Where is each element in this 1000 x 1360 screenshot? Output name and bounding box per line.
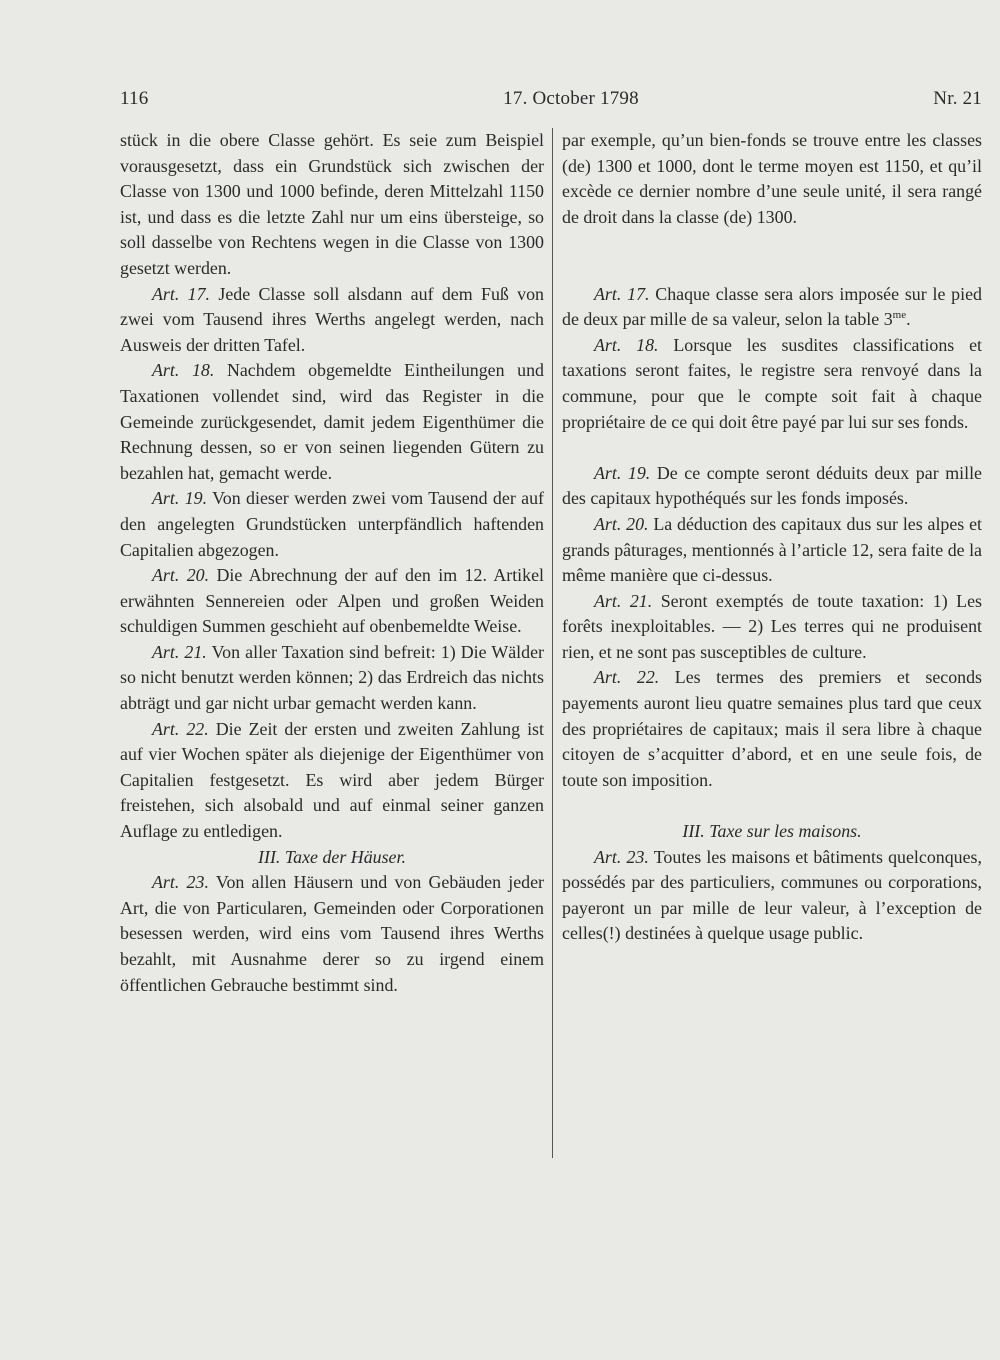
section-heading: III. Taxe der Häuser.: [258, 846, 406, 867]
article-label: Art. 19.: [152, 488, 208, 509]
article-label: Art. 20.: [152, 565, 210, 586]
article-label: Art. 23.: [594, 846, 649, 867]
article-label: Art. 23.: [152, 872, 209, 893]
article-22: Art. 22. Les termes des premiers et seconds payements auront lieu quatre semaines plus tard que ceux des propriétaires de capitaux; mais il sera libre à chaque citoyen de s’acquitter d’abord, et en une seule fois, de toute son imposition.: [562, 667, 982, 790]
article-21: Art. 21. Von aller Taxation sind befreit: 1) Die Wälder so nicht benutzt werden können; 2) das Erdreich das nichts abträgt und gar nicht urbar gemacht werden kann.: [120, 641, 545, 714]
article-label: Art. 18.: [152, 360, 215, 381]
german-column: [120, 128, 544, 998]
article-22: Art. 22. Die Zeit der ersten und zweiten Zahlung ist auf vier Wochen später als diejenige der Eigenthümer von Capitalien festgesetzt. Es wird aber jedem Bürger freistehen, sich alsobald und auf einmal seiner ganzen Auflage zu entledigen.: [120, 718, 544, 842]
article-label: Art. 17.: [152, 283, 211, 304]
spacer: [562, 256, 982, 282]
running-head: [120, 88, 982, 118]
article-label: Art. 20.: [594, 513, 649, 534]
article-19: Art. 19. De ce compte seront déduits deux par mille des capitaux hypothéqués sur les fonds imposés.: [562, 462, 982, 509]
article-label: Art. 22.: [594, 667, 660, 688]
article-17: Art. 17. Jede Classe soll alsdann auf dem Fuß von zwei vom Tausend ihres Werths angelegt werden, nach Ausweis der dritten Tafel.: [120, 283, 544, 355]
paragraph-continued: stück in die obere Classe gehört. Es seie zum Beispiel vorausgesetzt, dass ein Grundstück sich zwischen der Classe von 1300 und 1000 befinde, deren Mittelzahl 1150 ist, und dass es die letzte Zahl nur um eins übersteige, so soll dasselbe von Rechtens wegen in die Classe von 1300 gesetzt werden.: [120, 130, 544, 278]
issue-number: Nr. 21: [933, 88, 982, 109]
article-18: Art. 18. Lorsque les susdites classifications et taxations seront faites, le registre sera renvoyé dans la commune, pour que le compte soit fait à chaque propriétaire de ce qui doit être payé par lui sur ses fonds.: [562, 334, 982, 432]
spacer: [562, 793, 982, 819]
section-heading: III. Taxe sur les maisons.: [682, 821, 862, 842]
article-23: Art. 23. Von allen Häusern und von Gebäuden jeder Art, die von Particularen, Gemeinden oder Corporationen besessen werden, wird eins vom Tausend ihres Werths bezahlt, mit Ausnahme derer so zu irgend einem öffentlichen Gebrauche bestimmt sind.: [120, 872, 544, 995]
article-17: Art. 17. Chaque classe sera alors imposée sur le pied de deux par mille de sa valeur, selon la table $3^{me}$.: [562, 283, 982, 330]
article-label: Art. 21.: [594, 590, 653, 611]
article-21: Art. 21. Seront exemptés de toute taxation: 1) Les forêts inexploitables. — 2) Les terres qui ne produisent rien, et ne sont pas susceptibles de culture.: [562, 590, 982, 662]
article-label: Art. 18.: [594, 334, 659, 355]
spacer: [562, 435, 982, 461]
issue-date: 17. October 1798: [503, 88, 639, 109]
article-label: Art. 22.: [152, 718, 209, 739]
paragraph-continued: par exemple, qu’un bien-fonds se trouve entre les classes (de) 1300 et 1000, dont le terme moyen est 1150, et qu’il excède ce dernier nombre d’une seule unité, il sera rangé de droit dans la classe (de) 1300.: [562, 130, 982, 227]
article-label: Art. 17.: [594, 283, 650, 304]
french-column: [562, 128, 982, 947]
article-20: Art. 20. La déduction des capitaux dus sur les alpes et grands pâturages, mentionnés à l’article 12, sera faite de la même manière que ci-dessus.: [562, 513, 982, 586]
column-divider: [552, 128, 553, 1158]
article-23: Art. 23. Toutes les maisons et bâtiments quelconques, possédés par des particuliers, communes ou corporations, payeront un par mille de leur valeur, à l’exception de celles(!) destinées à quelque usage public.: [562, 846, 982, 944]
article-label: Art. 19.: [594, 462, 651, 483]
article-18: Art. 18. Nachdem obgemeldte Eintheilungen und Taxationen vollendet sind, wird das Register in die Gemeinde zurückgesendet, damit jedem Eigenthümer die Rechnung dessen, so er von seinen liegenden Gütern zu bezahlen hat, gemacht werde.: [120, 360, 544, 483]
article-20: Art. 20. Die Abrechnung der auf den im 12. Artikel erwähnten Sennereien oder Alpen und großen Weiden schuldigen Summen geschieht auf obenbemeldte Weise.: [120, 565, 544, 637]
article-label: Art. 21.: [152, 641, 207, 662]
page-number: 116: [120, 88, 149, 109]
spacer: [562, 230, 982, 256]
article-19: Art. 19. Von dieser werden zwei vom Tausend der auf den angelegten Grundstücken unterpfändlich haftenden Capitalien abgezogen.: [120, 488, 545, 560]
